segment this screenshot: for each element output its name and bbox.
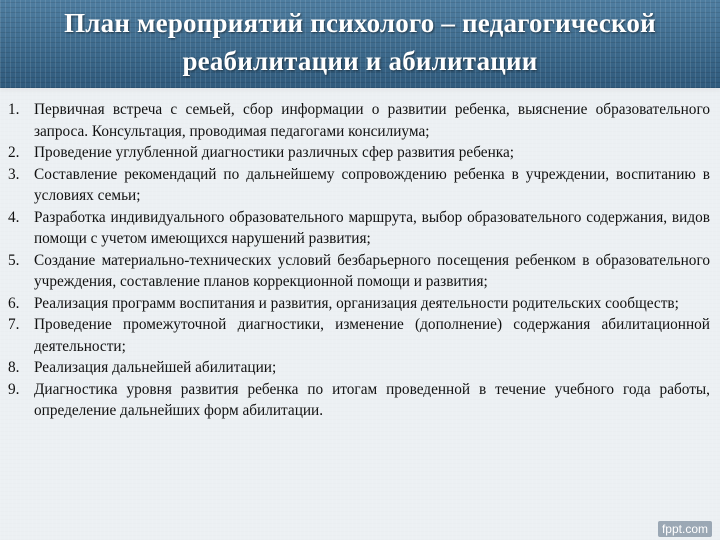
watermark: fppt.com: [658, 521, 712, 537]
measures-list: [0, 99, 720, 422]
item-text: Реализация программ воспитания и развития, организация деятельности родительских сообществ;: [34, 294, 679, 312]
item-text: Разработка индивидуального образовательного маршрута, выбор образовательного содержания, видов помощи с учетом имеющихся нарушений развития;: [34, 208, 710, 247]
list-item: [0, 314, 720, 357]
item-text: Создание материально-технических условий безбарьерного посещения ребенком в образовательного учреждения, составление планов коррекционной помощи и развития;: [34, 251, 710, 290]
item-text: Проведение промежуточной диагностики, изменение (дополнение) содержания абилитационной деятельности;: [34, 316, 710, 355]
item-number: 8.: [8, 359, 20, 376]
list-item: [0, 293, 720, 315]
item-text: Составление рекомендаций по дальнейшему сопровождению ребенка в учреждении, воспитанию в условиях семьи;: [34, 165, 710, 204]
item-number: 2.: [8, 144, 20, 161]
list-item: [0, 207, 720, 250]
item-number: 1.: [8, 101, 20, 118]
list-item: [0, 99, 720, 142]
content-panel: [0, 88, 720, 540]
item-number: 4.: [8, 208, 20, 226]
item-number: 9.: [8, 380, 20, 398]
item-number: 5.: [8, 251, 20, 269]
list-item: [0, 250, 720, 293]
item-number: 6.: [8, 294, 20, 312]
list-item: [0, 357, 720, 379]
slide-title: План мероприятий психолого – педагогической реабилитации и абилитации: [64, 8, 656, 76]
list-item: [0, 164, 720, 207]
item-number: 3.: [8, 165, 20, 183]
list-item: [0, 379, 720, 422]
item-text: Реализация дальнейшей абилитации;: [34, 359, 277, 376]
item-text: Первичная встреча с семьей, сбор информации о развитии ребенка, выяснение образовательного запроса. Консультация, проводимая педагогами консилиума;: [34, 101, 710, 140]
list-item: [0, 142, 720, 164]
item-number: 7.: [8, 316, 20, 333]
title-bar: [0, 0, 720, 88]
item-text: Проведение углубленной диагностики различных сфер развития ребенка;: [34, 144, 514, 161]
item-text: Диагностика уровня развития ребенка по итогам проведенной в течение учебного года работы, определение дальнейших форм абилитации.: [34, 380, 710, 419]
